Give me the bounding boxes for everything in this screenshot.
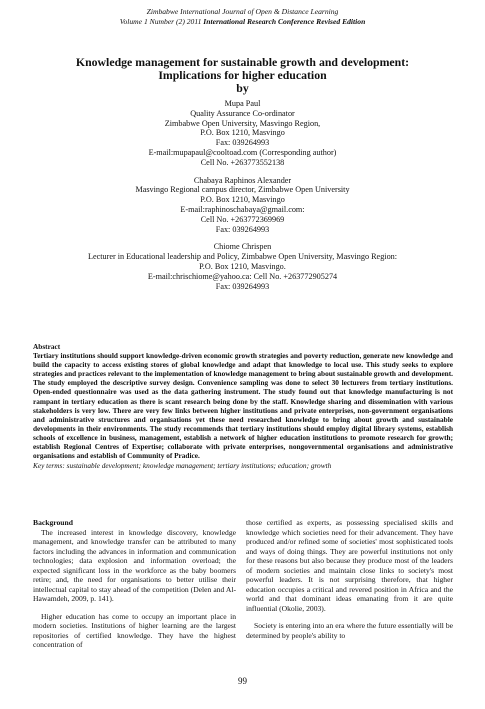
author-list [20,99,465,299]
author-role: Lecturer in Educational leadership and Policy, Zimbabwe Open University, Masvingo Region: [87,252,398,262]
body-paragraph: Higher education has come to occupy an important place in modern societies. Institutions of higher learning are the largest repositories of certified knowledge. They have the highest concentration of [33,611,236,649]
journal-header [0,7,485,26]
body-paragraph: those certified as experts, as possessing specialised skills and knowledge which societies need for their advancement. They have produced and/or refined some of societies' most sophisticated tools and ways of doing things. They are powerful institutions not only for these reasons but also because they produce most of the leaders of modern societies and maintain close links to society's most powerful leaders. It is not surprising therefore, that higher education occupies a critical and revered position in Africa and the world and that dominant ideas emanating from it are quite influential (Okolie, 2003). [246,518,453,613]
author-email[interactable]: E-mail:chrischiome@yahoo.ca: Cell No. +263772905274 [147,271,338,281]
abstract-section [33,342,453,470]
journal-edition: International Research Conference Revised Edition [203,16,366,26]
author-fax: Fax: 039264993 [215,224,270,234]
author-cell: Cell No. +263773552138 [200,157,285,167]
body-paragraph: The increased interest in knowledge discovery, knowledge management, and knowledge transfer can be attributed to many factors including the advances in information and communication technologies; data explosion and information overload; the expected significant loss in the workforce as the baby boomers retire; and, the need for organisations to better utilise their intellectual capital to stay ahead of the competition (Delen and Al-Hawamdeh, 2009, p. 141). [33,527,236,603]
keywords: Key terms: sustainable development; knowledge management; tertiary institutions; education; growth [33,461,332,471]
journal-volume: Volume 1 Number (2) 2011 [119,16,204,26]
page-number: 99 [238,676,247,686]
author-email[interactable]: E-mail:mupapaul@cooltoad.com (Corresponding author) [148,147,337,157]
author-fax: Fax: 039264993 [215,138,270,148]
author-name: Chabaya Raphinos Alexander [193,175,292,185]
author-role: Quality Assurance Co-ordinator [190,108,295,118]
author-block-3 [20,242,465,291]
author-address: P.O. Box 1210, Masvingo [200,128,285,138]
author-role: Masvingo Regional campus director, Zimbabwe Open University [135,185,350,195]
author-block-1 [20,99,465,168]
author-name: Mupa Paul [224,99,261,108]
author-cell: Cell No. +263772369969 [200,214,285,224]
journal-issue [0,17,485,27]
title-line-2: Implications for higher education [158,68,327,83]
title-by: by [236,81,249,96]
title-line-1: Knowledge management for sustainable growth and development: [75,55,410,69]
paper-title [20,56,465,96]
abstract-text: Tertiary institutions should support knowledge-driven economic growth strategies and poverty reduction, generate new knowledge and build the capacity to access existing stores of global knowledge and adapt that knowledge to local use. This study seeks to explore strategies and practices relevant to the implementation of knowledge management to bring about sustainable growth and development. The study employed the descriptive survey design. Convenience sampling was done to select 30 lecturers from tertiary institutions. Open-ended questionnaire was used as the data gathering instrument. The study found out that knowledge manufacturing is not rampant in tertiary education as there is scant research being done by the staff. Knowledge sharing and dissemination with various stakeholders is very low. There are very few links between higher institutions and private enterprises, non-government organisations and administrative structures and organisations yet these need researched knowledge to bring about growth and sustainable developments in their environments. The study recommends that tertiary institutions should employ digital library systems, establish schools of excellence in business, management, establish a network of higher education institutions to promote research for growth; establish Regional Centres of Expertise; collaborate with private enterprises, nongovernmental organisations and administrative organisations and establish of Community of Pradice. [33,351,453,461]
section-heading: Background [33,518,73,527]
author-email[interactable]: E-mail:raphinoschabaya@gmail.com: [180,204,305,214]
author-block-2 [20,176,465,235]
abstract-heading: Abstract [33,342,61,351]
author-fax: Fax: 039264993 [215,281,270,291]
body-column-right [246,518,453,640]
journal-name: Zimbabwe International Journal of Open & Distance Learning [146,7,339,16]
author-address: P.O. Box 1210, Masvingo [200,195,285,205]
body-paragraph: Society is entering into an era where the future essentially will be determined by people's ability to [246,621,453,640]
body-column-left [33,518,236,650]
author-address: P.O. Box 1210, Masvingo. [199,261,286,271]
author-name: Chiome Chrispen [213,242,272,252]
author-affiliation: Zimbabwe Open University, Masvingo Region, [164,118,321,128]
